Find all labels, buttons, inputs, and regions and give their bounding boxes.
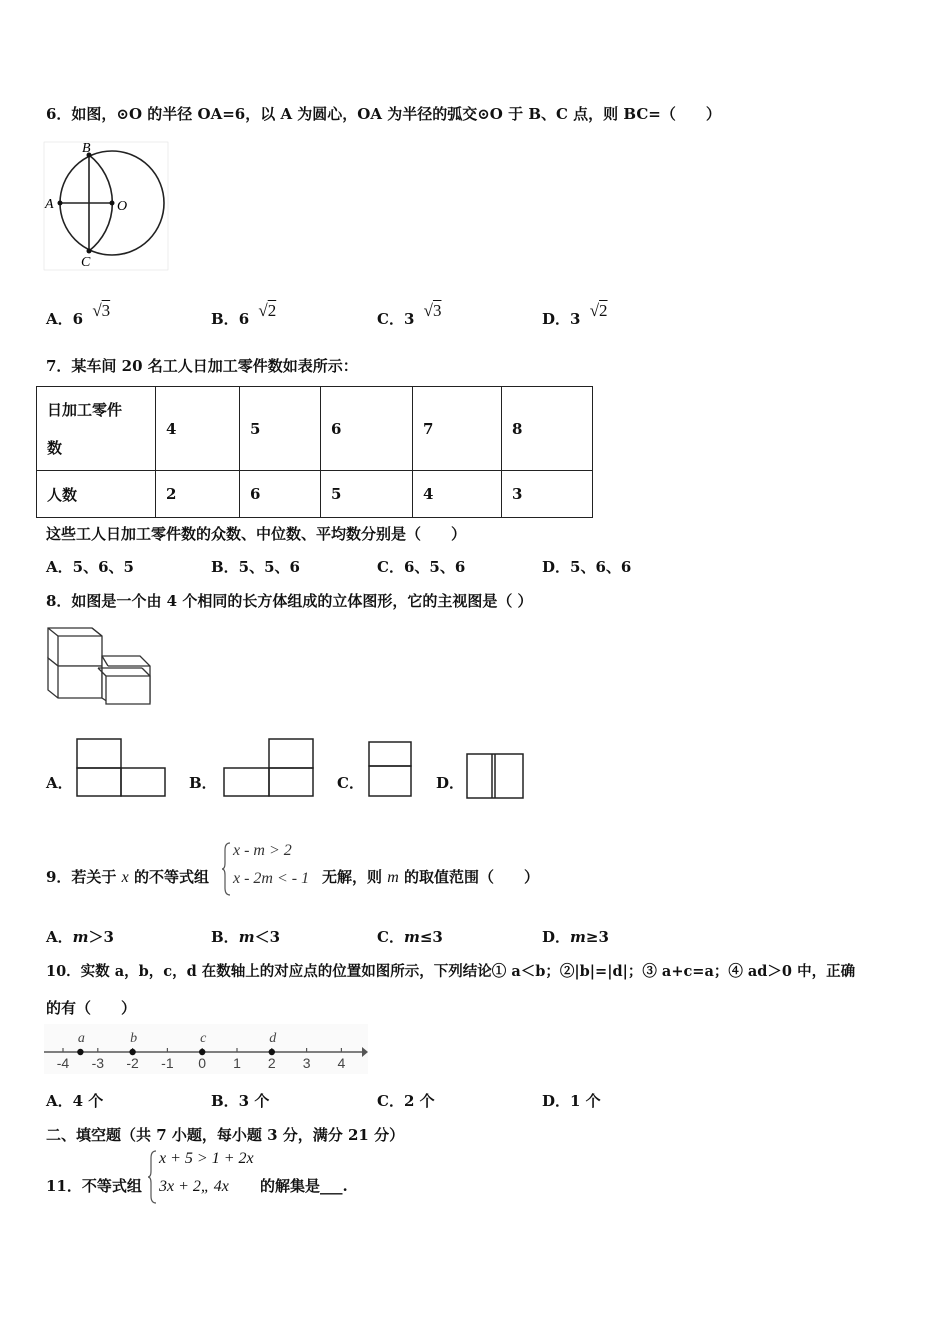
q10-number-line — [44, 1024, 368, 1074]
radicand: 2 — [599, 301, 608, 320]
q6-stem: 6．如图，⊙O 的半径 OA=6，以 A 为圆心，OA 为半径的弧交⊙O 于 B、C 点，则 BC=（ ） — [46, 105, 721, 123]
point-a — [77, 1049, 83, 1055]
sqrt-symbol: √3 — [92, 301, 111, 320]
q8-option-a[interactable]: A． — [46, 774, 73, 792]
q8-option-d[interactable]: D． — [436, 774, 465, 792]
var-m: m — [238, 928, 255, 946]
table-cell: 8 — [502, 387, 593, 471]
q6-circle-figure — [42, 140, 170, 272]
option-letter: A． — [46, 310, 73, 328]
header-line: 数 — [47, 438, 63, 457]
label-a: A — [45, 197, 54, 212]
q10-stem-line1: 10．实数 a，b，c，d 在数轴上的对应点的位置如图所示，下列结论① a＜b；②|b|=|d|；③ a+c=a；④ ad＞0 中，正确 — [46, 963, 856, 980]
tick-label: -2 — [126, 1055, 139, 1071]
q9-middle: 的不等式组 — [134, 868, 210, 886]
point-a — [58, 201, 63, 206]
q9-prefix: 9．若关于 — [46, 868, 117, 886]
option-coef: 6 — [238, 310, 250, 328]
var-m: m — [403, 928, 420, 946]
q7-option-a[interactable]: A．5、6、5 — [46, 558, 134, 576]
tick-label: -1 — [161, 1055, 174, 1071]
tick-label: 2 — [267, 1055, 276, 1071]
option-coef: 3 — [403, 310, 415, 328]
table-cell: 7 — [413, 387, 502, 471]
option-letter: C． — [377, 928, 404, 946]
q9-suffix-b: 的取值范围（ ） — [404, 868, 540, 886]
q9-inequality-1: x - m > 2 — [233, 842, 292, 859]
tick-label: 4 — [337, 1055, 346, 1071]
table-cell: 5 — [321, 471, 413, 518]
label-c: C — [81, 255, 91, 270]
option-letter: A． — [46, 928, 73, 946]
q7-data-table — [36, 386, 593, 518]
radicand: 3 — [432, 301, 442, 320]
q8-option-b[interactable]: B． — [189, 774, 217, 792]
q7-question: 这些工人日加工零件数的众数、中位数、平均数分别是（ ） — [46, 525, 467, 543]
q8-option-c-figure[interactable] — [368, 741, 414, 799]
q8-solid-figure — [46, 626, 154, 706]
section2-title: 二、填空题（共 7 小题，每小题 3 分，满分 21 分） — [46, 1126, 405, 1144]
option-letter: C． — [377, 310, 404, 328]
point-label: d — [269, 1031, 277, 1046]
q9-option-a[interactable] — [46, 926, 114, 947]
q11-suffix: 的解集是___. — [260, 1177, 348, 1195]
tick-label: -3 — [91, 1055, 105, 1071]
q9-option-b[interactable] — [211, 926, 280, 947]
table-cell: 6 — [240, 471, 321, 518]
option-coef: 6 — [72, 310, 84, 328]
q7-option-c[interactable]: C．6、5、6 — [377, 558, 466, 576]
label-b: B — [82, 141, 91, 156]
q8-option-d-figure[interactable] — [466, 753, 526, 801]
option-letter: B． — [211, 310, 239, 328]
q11-inequality-2: 3x + 2„ 4x — [159, 1178, 229, 1195]
tick-label: 0 — [198, 1055, 207, 1071]
table-cell: 2 — [156, 471, 240, 518]
q9-stem — [46, 866, 209, 887]
var-m: m — [387, 869, 399, 886]
q9-option-d[interactable] — [542, 926, 609, 947]
q6-option-c[interactable] — [377, 301, 442, 329]
point-o — [110, 201, 115, 206]
var-m: m — [72, 928, 89, 946]
q7-stem: 7．某车间 20 名工人日加工零件数如表所示： — [46, 357, 358, 375]
tick-label: -4 — [56, 1055, 70, 1071]
point-c — [199, 1049, 205, 1055]
option-letter: B． — [211, 928, 239, 946]
q11-prefix: 11．不等式组 — [46, 1177, 142, 1195]
option-rel: ＞3 — [88, 928, 114, 946]
table-cell: 4 — [413, 471, 502, 518]
q8-option-a-figure[interactable] — [76, 738, 168, 798]
q10-stem-line2: 的有（ ） — [46, 999, 137, 1017]
q9-option-c[interactable] — [377, 926, 443, 947]
radicand: 3 — [101, 301, 111, 320]
sqrt-symbol: √2 — [589, 301, 608, 320]
option-letter: D． — [542, 310, 571, 328]
q6-option-a[interactable] — [46, 301, 111, 329]
q10-option-b[interactable]: B．3 个 — [211, 1092, 270, 1110]
sqrt-symbol: √3 — [423, 301, 442, 320]
option-rel: ＜3 — [254, 928, 280, 946]
point-label: c — [200, 1031, 207, 1046]
point-label: b — [130, 1031, 138, 1046]
point-c — [87, 249, 92, 254]
q8-option-b-figure[interactable] — [223, 738, 317, 798]
q10-option-d[interactable]: D．1 个 — [542, 1092, 601, 1110]
label-o: O — [117, 199, 128, 214]
q8-stem: 8．如图是一个由 4 个相同的长方体组成的立体图形，它的主视图是（ ） — [46, 592, 533, 610]
table-header-cell: 人数 — [37, 471, 156, 518]
q10-option-c[interactable]: C．2 个 — [377, 1092, 435, 1110]
q9-brace — [222, 842, 232, 896]
q7-option-d[interactable]: D．5、6、6 — [542, 558, 632, 576]
q6-option-d[interactable] — [542, 301, 608, 329]
q9-stem-end — [322, 866, 539, 887]
q11-inequality-1: x + 5 > 1 + 2x — [159, 1150, 254, 1167]
option-coef: 3 — [570, 310, 581, 328]
q7-option-b[interactable]: B．5、5、6 — [211, 558, 300, 576]
table-row — [37, 471, 593, 518]
q10-option-a[interactable]: A．4 个 — [46, 1092, 104, 1110]
point-d — [269, 1049, 275, 1055]
var-x: x — [121, 869, 129, 886]
q11-brace — [148, 1150, 158, 1204]
tick-label: 1 — [233, 1055, 241, 1071]
sqrt-symbol: √2 — [258, 301, 277, 320]
table-cell: 5 — [240, 387, 321, 471]
table-header-cell — [37, 387, 156, 471]
option-rel: ≤3 — [419, 928, 443, 946]
option-rel: ≥3 — [585, 928, 609, 946]
point-b — [129, 1049, 135, 1055]
table-cell: 6 — [321, 387, 413, 471]
radicand: 2 — [267, 301, 277, 320]
tick-label: 3 — [302, 1055, 311, 1071]
table-cell: 3 — [502, 471, 593, 518]
point-label: a — [77, 1031, 85, 1046]
table-row — [37, 387, 593, 471]
option-letter: D． — [542, 928, 571, 946]
header-line: 日加工零件 — [47, 400, 123, 419]
var-m: m — [570, 928, 586, 946]
q9-suffix-a: 无解，则 — [322, 868, 383, 886]
q6-option-b[interactable] — [211, 301, 277, 329]
table-cell: 4 — [156, 387, 240, 471]
q8-option-c[interactable]: C． — [337, 774, 364, 792]
q9-inequality-2: x - 2m < - 1 — [233, 870, 310, 887]
